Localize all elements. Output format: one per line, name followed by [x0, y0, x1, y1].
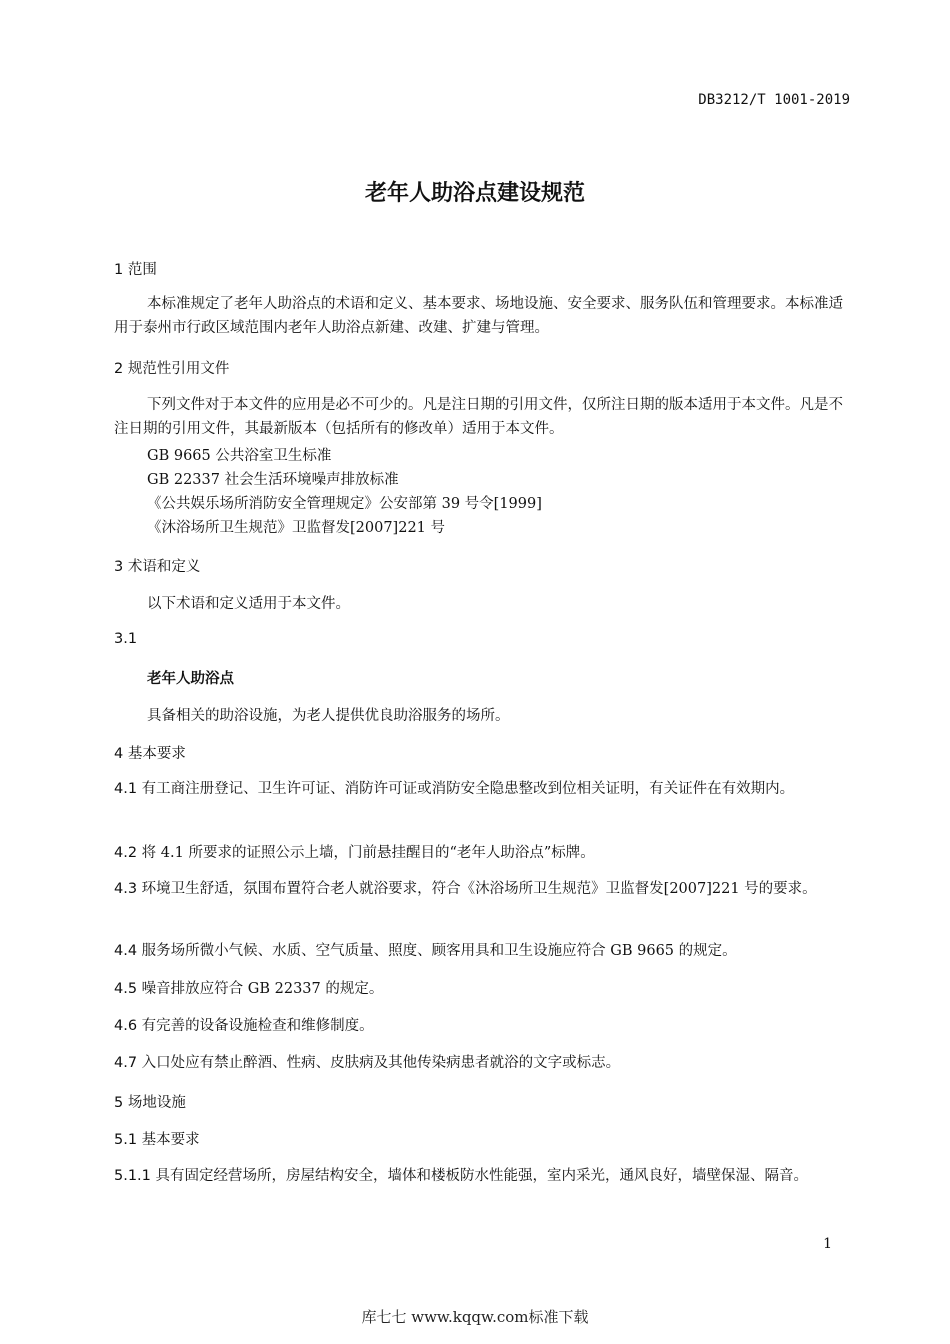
section-4-heading: 4 基本要求: [114, 746, 186, 762]
clause-number: 4.2: [114, 845, 138, 861]
clause-text: 有完善的设备设施检查和维修制度。: [141, 1018, 374, 1034]
clause-number: 4.6: [114, 1018, 138, 1034]
clause-text: 将 4.1 所要求的证照公示上墙，门前悬挂醒目的“老年人助浴点”标牌。: [141, 845, 595, 861]
clause-text: 服务场所微小气候、水质、空气质量、照度、顾客用具和卫生设施应符合 GB 9665 的规定。: [141, 943, 737, 959]
clause-4-6: [114, 1014, 852, 1038]
clause-text: 具有固定经营场所，房屋结构安全，墙体和楼板防水性能强，室内采光，通风良好，墙壁保湿、隔音。: [155, 1168, 809, 1184]
page-number: 1: [823, 1236, 832, 1252]
section-3-paragraph: 以下术语和定义适用于本文件。: [147, 596, 350, 612]
clause-number: 4.1: [114, 781, 138, 797]
clause-4-4: [114, 939, 852, 963]
reference-item: GB 22337 社会生活环境噪声排放标准: [147, 472, 399, 488]
term-number: 3.1: [114, 631, 138, 647]
section-5-1-heading: 5.1 基本要求: [114, 1132, 200, 1148]
section-2-paragraph: 下列文件对于本文件的应用是必不可少的。凡是注日期的引用文件，仅所注日期的版本适用于本文件。凡是不注日期的引用文件，其最新版本（包括所有的修改单）适用于本文件。: [114, 397, 843, 437]
clause-4-3: [114, 877, 852, 901]
clause-number: 4.4: [114, 943, 138, 959]
clause-text: 入口处应有禁止醉酒、性病、皮肤病及其他传染病患者就浴的文字或标志。: [141, 1055, 621, 1071]
term-name: 老年人助浴点: [147, 671, 234, 687]
clause-number: 5.1.1: [114, 1168, 151, 1184]
reference-item: GB 9665 公共浴室卫生标准: [147, 448, 332, 464]
clause-number: 4.7: [114, 1055, 138, 1071]
clause-4-1: [114, 777, 852, 801]
reference-item: 《公共娱乐场所消防安全管理规定》公安部第 39 号令[1999]: [147, 496, 542, 512]
section-1-paragraph: 本标准规定了老年人助浴点的术语和定义、基本要求、场地设施、安全要求、服务队伍和管理要求。本标准适用于泰州市行政区域范围内老年人助浴点新建、改建、扩建与管理。: [114, 296, 843, 336]
term-definition: 具备相关的助浴设施，为老人提供优良助浴服务的场所。: [147, 708, 510, 724]
reference-item: 《沐浴场所卫生规范》卫监督发[2007]221 号: [147, 520, 445, 536]
clause-4-5: [114, 977, 852, 1001]
clause-4-2: [114, 841, 852, 865]
clause-number: 4.3: [114, 881, 138, 897]
document-title: 老年人助浴点建设规范: [364, 181, 585, 206]
clause-text: 噪音排放应符合 GB 22337 的规定。: [141, 981, 384, 997]
section-2-heading: 2 规范性引用文件: [114, 361, 230, 377]
section-1-heading: 1 范围: [114, 262, 157, 278]
clause-number: 4.5: [114, 981, 138, 997]
document-code: DB3212/T 1001-2019: [698, 92, 850, 108]
clause-text: 环境卫生舒适，氛围布置符合老人就浴要求，符合《沐浴场所卫生规范》卫监督发[2007]221 号的要求。: [141, 881, 817, 897]
clause-5-1-1: [114, 1164, 852, 1188]
clause-4-7: [114, 1051, 852, 1075]
clause-text: 有工商注册登记、卫生许可证、消防许可证或消防安全隐患整改到位相关证明，有关证件在有效期内。: [141, 781, 795, 797]
footer-watermark: 库七七 www.kqqw.com标准下载: [361, 1308, 589, 1326]
section-3-heading: 3 术语和定义: [114, 559, 201, 575]
section-5-heading: 5 场地设施: [114, 1095, 186, 1111]
